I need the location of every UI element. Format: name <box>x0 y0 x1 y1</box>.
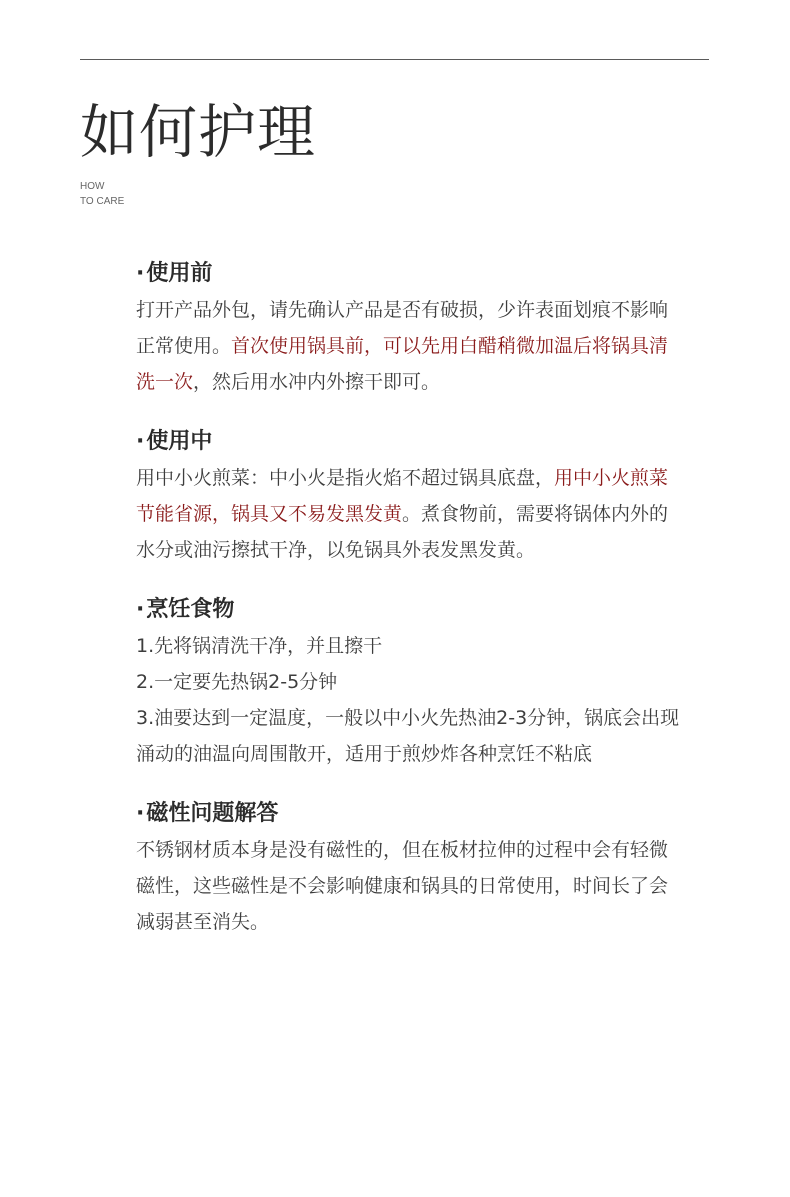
section-heading-text: 使用中 <box>146 429 213 454</box>
bullet-dot: · <box>136 429 145 454</box>
section-body <box>136 292 681 400</box>
bullet-dot: · <box>136 597 145 622</box>
section-body <box>136 628 681 772</box>
section-before-use <box>136 256 681 400</box>
list-item: 1.先将锅清洗干净，并且擦干 <box>136 635 383 657</box>
section-heading-text: 使用前 <box>146 261 213 286</box>
care-instructions <box>136 256 681 964</box>
section-heading <box>136 592 681 628</box>
section-magnetism-faq <box>136 796 681 940</box>
section-heading-text: 磁性问题解答 <box>146 801 279 826</box>
section-body <box>136 832 681 940</box>
section-during-use <box>136 424 681 568</box>
subtitle-line-1: HOW <box>80 181 105 192</box>
body-text: 。煮食物前，需要将锅体内外的水分或油污擦拭干净，以免锅具外表发黑发黄。 <box>136 503 669 561</box>
body-text: ，然后用水冲内外擦干即可。 <box>193 371 441 393</box>
highlight-text: 首次使用锅具前，可以先用白醋稍微加温后将锅具清洗一次 <box>136 335 669 393</box>
section-heading-text: 烹饪食物 <box>146 597 235 622</box>
page-subtitle <box>80 179 124 209</box>
section-cooking <box>136 592 681 772</box>
highlight-text: 用中小火煎菜节能省源，锅具又不易发黑发黄 <box>136 467 669 525</box>
bullet-dot: · <box>136 261 145 286</box>
subtitle-line-2: TO CARE <box>80 196 125 207</box>
body-text: 用中小火煎菜：中小火是指火焰不超过锅具底盘， <box>136 467 555 489</box>
bullet-dot: · <box>136 801 145 826</box>
body-text: 打开产品外包，请先确认产品是否有破损，少许表面划痕不影响正常使用。 <box>136 299 669 357</box>
list-item: 3.油要达到一定温度，一般以中小火先热油2-3分钟，锅底会出现涌动的油温向周围散开，适用于煎炒炸各种烹饪不粘底 <box>136 707 680 765</box>
page-title: 如何护理 <box>80 98 317 166</box>
section-heading <box>136 796 681 832</box>
section-heading <box>136 424 681 460</box>
body-text: 不锈钢材质本身是没有磁性的，但在板材拉伸的过程中会有轻微磁性，这些磁性是不会影响健康和锅具的日常使用，时间长了会减弱甚至消失。 <box>136 839 669 933</box>
list-item: 2.一定要先热锅2-5分钟 <box>136 671 338 693</box>
top-divider <box>80 59 709 60</box>
section-body <box>136 460 681 568</box>
section-heading <box>136 256 681 292</box>
